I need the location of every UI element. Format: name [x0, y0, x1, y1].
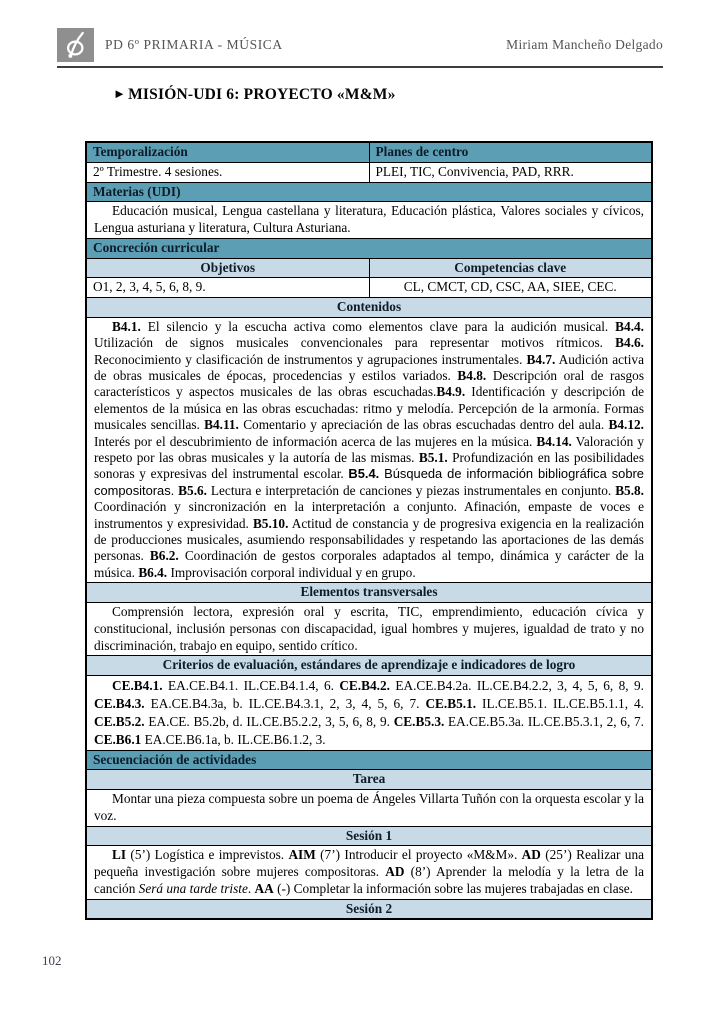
page-header [57, 27, 663, 68]
table-row-criterios-header [86, 656, 652, 676]
contenidos-header-cell: Contenidos [86, 298, 652, 318]
criterios-value-cell: CE.B4.1. EA.CE.B4.1. IL.CE.B4.1.4, 6. CE.B4.2. EA.CE.B4.2a. IL.CE.B4.2.2, 3, 4, 5, 6, 8, 9. CE.B4.3. EA.CE.B4.3a, b. IL.CE.B4.3.1, 2, 3, 4, 5, 6, 7. CE.B5.1. IL.CE.B5.1. IL.CE.B5.1.1, 4. CE.B5.2. EA.CE. B5.2b, d. IL.CE.B5.2.2, 3, 5, 6, 8, 9. CE.B5.3. EA.CE.B5.3a. IL.CE.B5.3.1, 2, 6, 7. CE.B6.1 EA.CE.B6.1a, b. IL.CE.B6.1.2, 3. [86, 676, 652, 751]
table-row-objetivos-header [86, 258, 652, 278]
udi-table [85, 141, 653, 920]
objetivos-value-cell: O1, 2, 3, 4, 5, 6, 8, 9. [86, 278, 369, 298]
competencias-header-cell: Competencias clave [369, 258, 652, 278]
section-title [113, 86, 396, 104]
table-row-sesion1-value [86, 846, 652, 899]
page-number: 102 [42, 953, 62, 968]
concrecion-header-cell: Concreción curricular [86, 238, 652, 258]
table-row-tarea-value [86, 790, 652, 827]
table-row-sesion1-header [86, 826, 652, 846]
sesion1-value-cell: LI (5’) Logística e imprevistos. AIM (7’) Introducir el proyecto «M&M». AD (25’) Realizar una pequeña investigación sobre mujeres compositoras. AD (8’) Aprender la melodía y la letra de la canción Será una tarde triste. AA (-) Completar la información sobre las mujeres trabajadas en clase. [86, 846, 652, 899]
table-row-transversales-value [86, 603, 652, 656]
table-row-secuenciacion-header [86, 750, 652, 770]
table-row-temporalizacion-header [86, 142, 652, 162]
document-subject-title: PD 6º PRIMARIA - MÚSICA [105, 36, 283, 52]
objetivos-header-cell: Objetivos [86, 258, 369, 278]
treble-clef-glyph [61, 30, 91, 60]
competencias-value-cell: CL, CMCT, CD, CSC, AA, SIEE, CEC. [369, 278, 652, 298]
sesion2-header-cell: Sesión 2 [86, 899, 652, 919]
sesion1-header-cell: Sesión 1 [86, 826, 652, 846]
table-row-transversales-header [86, 583, 652, 603]
temporalizacion-value-cell: 2º Trimestre. 4 sesiones. [86, 162, 369, 182]
table-row-materias-header [86, 182, 652, 202]
secuenciacion-header-cell: Secuenciación de actividades [86, 750, 652, 770]
materias-header-cell: Materias (UDI) [86, 182, 652, 202]
table-row-temporalizacion-value [86, 162, 652, 182]
criterios-header-cell: Criterios de evaluación, estándares de aprendizaje e indicadores de logro [86, 656, 652, 676]
planes-value-cell: PLEI, TIC, Convivencia, PAD, RRR. [369, 162, 652, 182]
author-name: Miriam Mancheño Delgado [506, 36, 663, 52]
table-row-criterios-value [86, 676, 652, 751]
tarea-header-cell: Tarea [86, 770, 652, 790]
temporalizacion-header-cell: Temporalización [86, 142, 369, 162]
table-row-contenidos-header [86, 298, 652, 318]
table-row-contenidos-value [86, 317, 652, 583]
arrow-bullet-icon: ► [113, 86, 127, 101]
table-row-concrecion-header [86, 238, 652, 258]
planes-header-cell: Planes de centro [369, 142, 652, 162]
contenidos-value-cell: B4.1. El silencio y la escucha activa como elementos clave para la audición musical. B4.4. Utilización de signos musicales convencionales para representar motivos rítmicos. B4.6. Reconocimiento y clasificación de instrumentos y agrupaciones instrumentales. B4.7. Audición activa de obras musicales de épocas, procedencias y estilos variados. B4.8. Descripción oral de rasgos característicos y aspectos musicales de las obras escuchadas.B4.9. Identificación y descripción de elementos de la música en las obras escuchadas: ritmo y melodía. Percepción de la armonía. Formas musicales sencillas. B4.11. Comentario y apreciación de las obras escuchadas dentro del aula. B4.12. Interés por el descubrimiento de información acerca de las mujeres en la música. B4.14. Valoración y respeto por las obras musicales y la autoría de las mismas. B5.1. Profundización en las posibilidades sonoras y expresivas del instrumental escolar. B5.4. Búsqueda de información bibliográfica sobre compositoras. B5.6. Lectura e interpretación de canciones y piezas instrumentales en conjunto. B5.8. Coordinación y sincronización en la interpretación a conjunto. Afinación, empaste de voces e instrumentos y expresividad. B5.10. Actitud de constancia y de progresiva exigencia en la realización de producciones musicales, asumiendo responsabilidades y respetando las aportaciones de las demás personas. B6.2. Coordinación de gestos corporales adaptados al tempo, dinámica y carácter de la música. B6.4. Improvisación corporal individual y en grupo. [86, 317, 652, 583]
transversales-header-cell: Elementos transversales [86, 583, 652, 603]
section-title-text: MISIÓN-UDI 6: PROYECTO «M&M» [128, 86, 396, 103]
transversales-value-cell: Comprensión lectora, expresión oral y escrita, TIC, emprendimiento, educación cívica y constitucional, inclusión personas con discapacidad, igual hombres y mujeres, igualdad de trato y no discriminación, trabajo en equipo, sentido crítico. [86, 603, 652, 656]
table-row-objetivos-value [86, 278, 652, 298]
tarea-value-cell: Montar una pieza compuesta sobre un poema de Ángeles Villarta Tuñón con la orquesta escolar y la voz. [86, 790, 652, 827]
table-row-materias-value [86, 202, 652, 239]
treble-clef-logo-icon [57, 28, 94, 62]
table-row-sesion2-header [86, 899, 652, 919]
table-row-tarea-header [86, 770, 652, 790]
materias-value-cell: Educación musical, Lengua castellana y literatura, Educación plástica, Valores sociales y cívicos, Lengua asturiana y literatura, Cultura Asturiana. [86, 202, 652, 239]
